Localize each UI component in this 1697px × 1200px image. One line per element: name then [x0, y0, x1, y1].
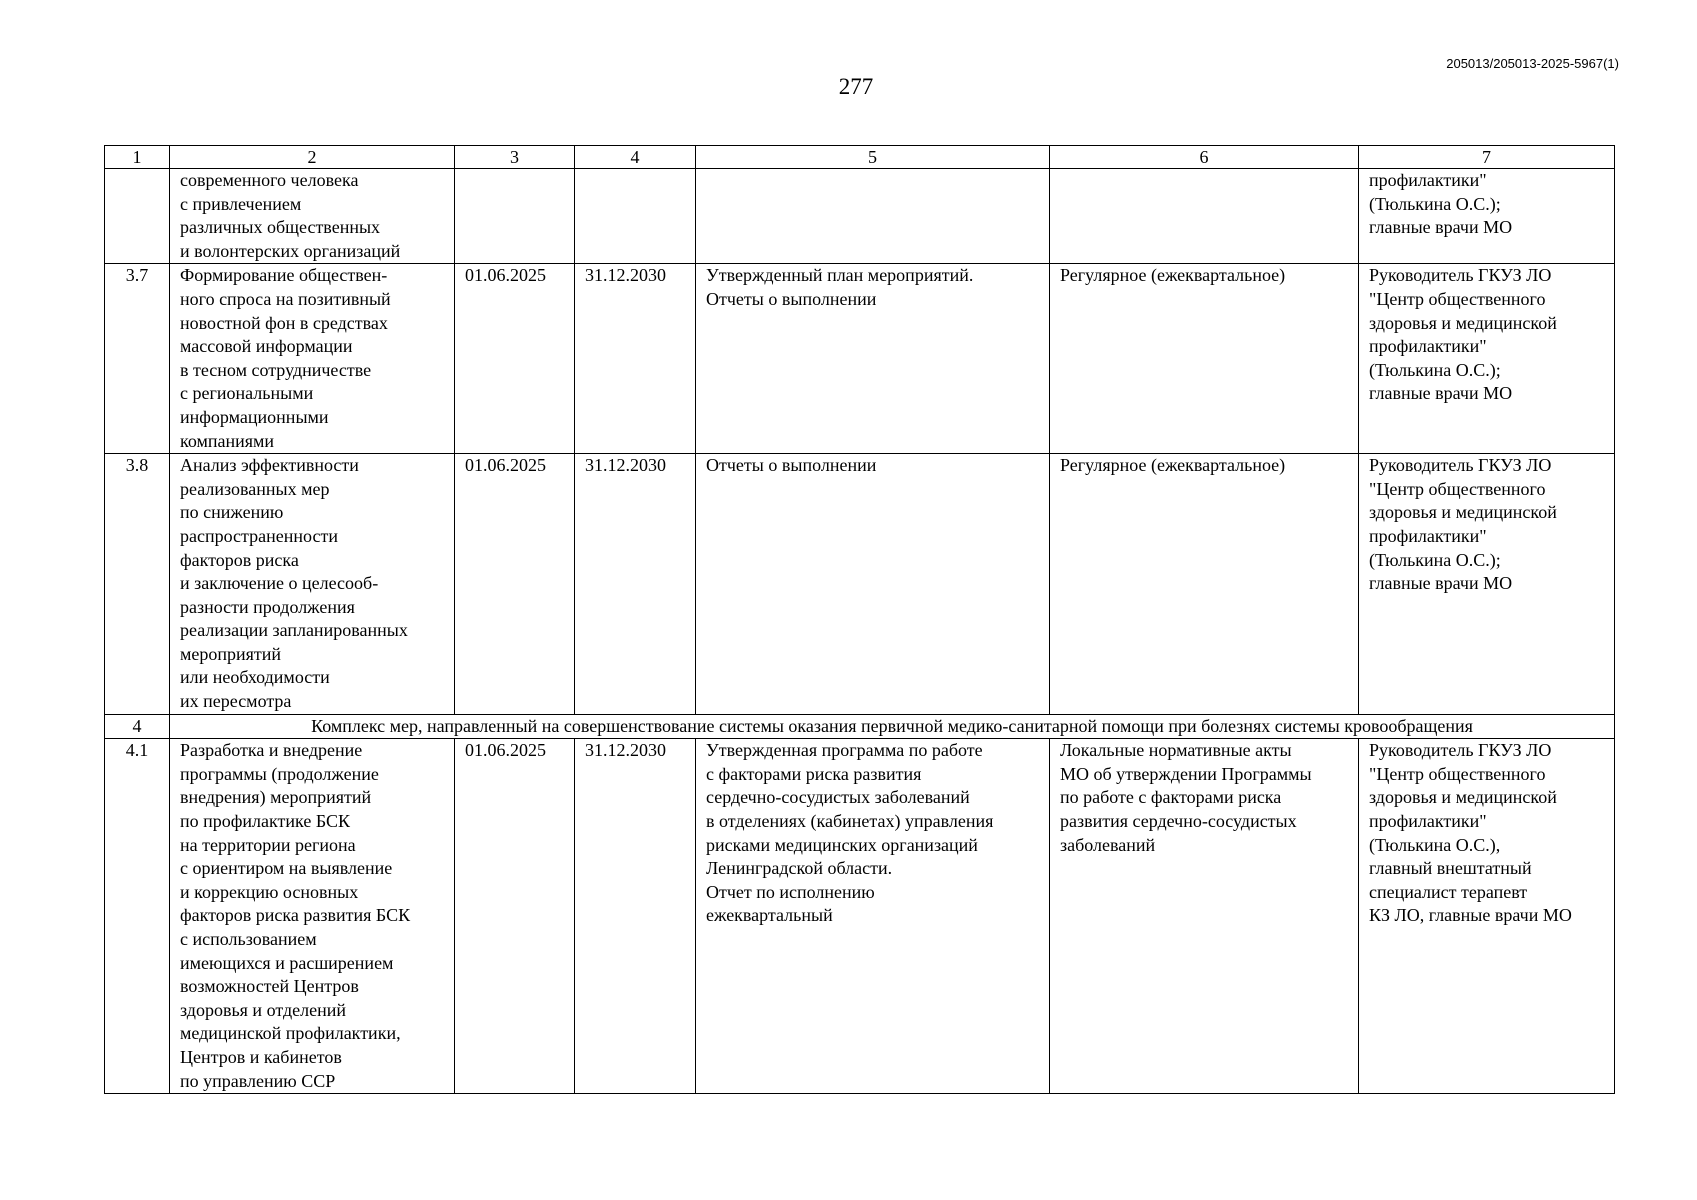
measure-name-line: компаниями [180, 430, 275, 451]
expected-result-line: Утвержденный план мероприятий. [706, 265, 974, 286]
item-number-cell: 4.1 [105, 739, 170, 1094]
measure-name-line: внедрения) мероприятий [180, 787, 372, 808]
responsible-line: (Тюлькина О.С.); [1369, 359, 1501, 380]
measure-name-line: ного спроса на позитивный [180, 288, 391, 309]
measure-name-line: с использованием [180, 929, 317, 949]
measure-name-line: разности продолжения [180, 596, 355, 617]
expected-result-cell [696, 169, 1050, 264]
measure-name-line: или необходимости [180, 667, 330, 688]
measure-name-line: факторов риска [180, 549, 299, 570]
control-type-line: Регулярное (ежеквартальное) [1060, 265, 1286, 286]
responsible-line: КЗ ЛО, главные врачи МО [1369, 905, 1572, 926]
table-row [105, 264, 1615, 454]
measure-name-cell [170, 739, 455, 1094]
column-header: 7 [1359, 146, 1615, 169]
expected-result-cell [696, 454, 1050, 715]
responsible-line: специалист терапевт [1369, 881, 1528, 902]
responsible-line: "Центр общественного [1369, 288, 1546, 309]
measure-name-line: мероприятий [180, 643, 282, 664]
responsible-cell [1359, 739, 1615, 1094]
control-type-cell [1050, 169, 1359, 264]
end-date-cell: 31.12.2030 [575, 739, 696, 1094]
expected-result-line: ежеквартальный [706, 905, 833, 926]
control-type-line: МО об утверждении Программы [1060, 763, 1312, 784]
responsible-line: здоровья и медицинской [1369, 787, 1557, 808]
responsible-cell [1359, 264, 1615, 454]
measure-name-line: по управлению ССР [180, 1070, 336, 1091]
responsible-line: профилактики" [1369, 170, 1487, 190]
measures-table [104, 145, 1615, 1094]
responsible-line: Руководитель ГКУЗ ЛО [1369, 265, 1552, 286]
control-type-cell [1050, 454, 1359, 715]
page-number: 277 [838, 74, 874, 99]
measure-name-line: Центров и кабинетов [180, 1046, 342, 1067]
measure-name-line: на территории региона [180, 834, 356, 855]
measure-name-line: их пересмотра [180, 691, 292, 712]
control-type-line: Регулярное (ежеквартальное) [1060, 455, 1286, 476]
item-number-cell [105, 169, 170, 264]
measure-name-line: по снижению [180, 502, 284, 523]
measure-name-line: по профилактике БСК [180, 811, 351, 832]
measure-name-line: Анализ эффективности [180, 455, 359, 476]
column-number-row [105, 146, 1615, 169]
measure-name-line: информационными [180, 406, 329, 427]
control-type-line: Локальные нормативные акты [1060, 740, 1292, 761]
expected-result-line: Отчеты о выполнении [706, 455, 877, 476]
responsible-line: "Центр общественного [1369, 763, 1546, 784]
expected-result-line: Отчет по исполнению [706, 881, 875, 902]
measure-name-line: факторов риска развития БСК [180, 905, 411, 926]
expected-result-cell [696, 264, 1050, 454]
responsible-line: профилактики" [1369, 811, 1487, 832]
measure-name-cell [170, 169, 455, 264]
start-date-cell: 01.06.2025 [455, 739, 575, 1094]
end-date-cell: 31.12.2030 [575, 264, 696, 454]
measure-name-line: с ориентиром на выявление [180, 858, 393, 879]
responsible-line: (Тюлькина О.С.); [1369, 549, 1501, 570]
measure-name-line: и коррекцию основных [180, 881, 359, 902]
measure-name-line: медицинской профилактики, [180, 1023, 401, 1044]
measure-name-line: и заключение о целесооб- [180, 573, 379, 594]
expected-result-cell [696, 739, 1050, 1094]
responsible-line: здоровья и медицинской [1369, 502, 1557, 523]
measure-name-line: с привлечением [180, 193, 302, 214]
start-date-cell: 01.06.2025 [455, 264, 575, 454]
item-number-cell: 3.8 [105, 454, 170, 715]
column-header: 6 [1050, 146, 1359, 169]
control-type-cell [1050, 739, 1359, 1094]
measure-name-line: программы (продолжение [180, 763, 379, 784]
expected-result-line: рисками медицинских организаций [706, 834, 978, 855]
measure-name-line: реализации запланированных [180, 620, 408, 641]
responsible-line: главные врачи МО [1369, 217, 1513, 238]
measure-name-line: реализованных мер [180, 478, 330, 499]
expected-result-line: сердечно-сосудистых заболеваний [706, 787, 970, 808]
measure-name-line: современного человека [180, 170, 359, 190]
responsible-line: Руководитель ГКУЗ ЛО [1369, 740, 1552, 761]
start-date-cell [455, 169, 575, 264]
measure-name-cell [170, 454, 455, 715]
column-header: 2 [170, 146, 455, 169]
responsible-line: главный внештатный [1369, 858, 1532, 879]
responsible-line: профилактики" [1369, 525, 1487, 546]
measure-name-line: Формирование обществен- [180, 265, 388, 286]
table-row [105, 454, 1615, 715]
measure-name-line: различных общественных [180, 217, 381, 238]
document-id: 205013/205013-2025-5967(1) [1446, 56, 1619, 71]
column-header: 5 [696, 146, 1050, 169]
table-row [105, 169, 1615, 264]
item-number-cell: 3.7 [105, 264, 170, 454]
measure-name-line: в тесном сотрудничестве [180, 359, 372, 380]
measure-name-line: массовой информации [180, 336, 353, 357]
responsible-line: главные врачи МО [1369, 383, 1513, 404]
column-header: 1 [105, 146, 170, 169]
end-date-cell [575, 169, 696, 264]
expected-result-line: Утвержденная программа по работе [706, 740, 983, 761]
column-header: 3 [455, 146, 575, 169]
section-title: Комплекс мер, направленный на совершенствование системы оказания первичной медико-санитарной помощи при болезнях системы кровообращения [170, 714, 1615, 739]
responsible-line: "Центр общественного [1369, 478, 1546, 499]
responsible-line: здоровья и медицинской [1369, 312, 1557, 333]
measure-name-line: новостной фон в средствах [180, 312, 388, 333]
table-row [105, 739, 1615, 1094]
measure-name-line: распространенности [180, 525, 338, 546]
end-date-cell: 31.12.2030 [575, 454, 696, 715]
responsible-line: (Тюлькина О.С.), [1369, 834, 1501, 855]
responsible-cell [1359, 454, 1615, 715]
responsible-cell [1359, 169, 1615, 264]
start-date-cell: 01.06.2025 [455, 454, 575, 715]
control-type-line: развития сердечно-сосудистых [1060, 811, 1297, 832]
measure-name-line: с региональными [180, 383, 314, 404]
measure-name-line: Разработка и внедрение [180, 740, 363, 761]
measure-name-line: возможностей Центров [180, 976, 359, 997]
table-body [105, 169, 1615, 1094]
control-type-line: по работе с факторами риска [1060, 787, 1282, 808]
responsible-line: профилактики" [1369, 336, 1487, 357]
expected-result-line: Ленинградской области. [706, 858, 893, 879]
responsible-line: Руководитель ГКУЗ ЛО [1369, 455, 1552, 476]
measure-name-line: и волонтерских организаций [180, 240, 401, 261]
measure-name-line: имеющихся и расширением [180, 952, 394, 973]
control-type-cell [1050, 264, 1359, 454]
expected-result-line: Отчеты о выполнении [706, 288, 877, 309]
expected-result-line: с факторами риска развития [706, 763, 922, 784]
section-row [105, 714, 1615, 739]
measure-name-cell [170, 264, 455, 454]
responsible-line: главные врачи МО [1369, 573, 1513, 594]
measure-name-line: здоровья и отделений [180, 999, 346, 1020]
column-header: 4 [575, 146, 696, 169]
responsible-line: (Тюлькина О.С.); [1369, 193, 1501, 214]
control-type-line: заболеваний [1060, 834, 1156, 855]
expected-result-line: в отделениях (кабинетах) управления [706, 811, 994, 832]
section-number: 4 [105, 714, 170, 739]
